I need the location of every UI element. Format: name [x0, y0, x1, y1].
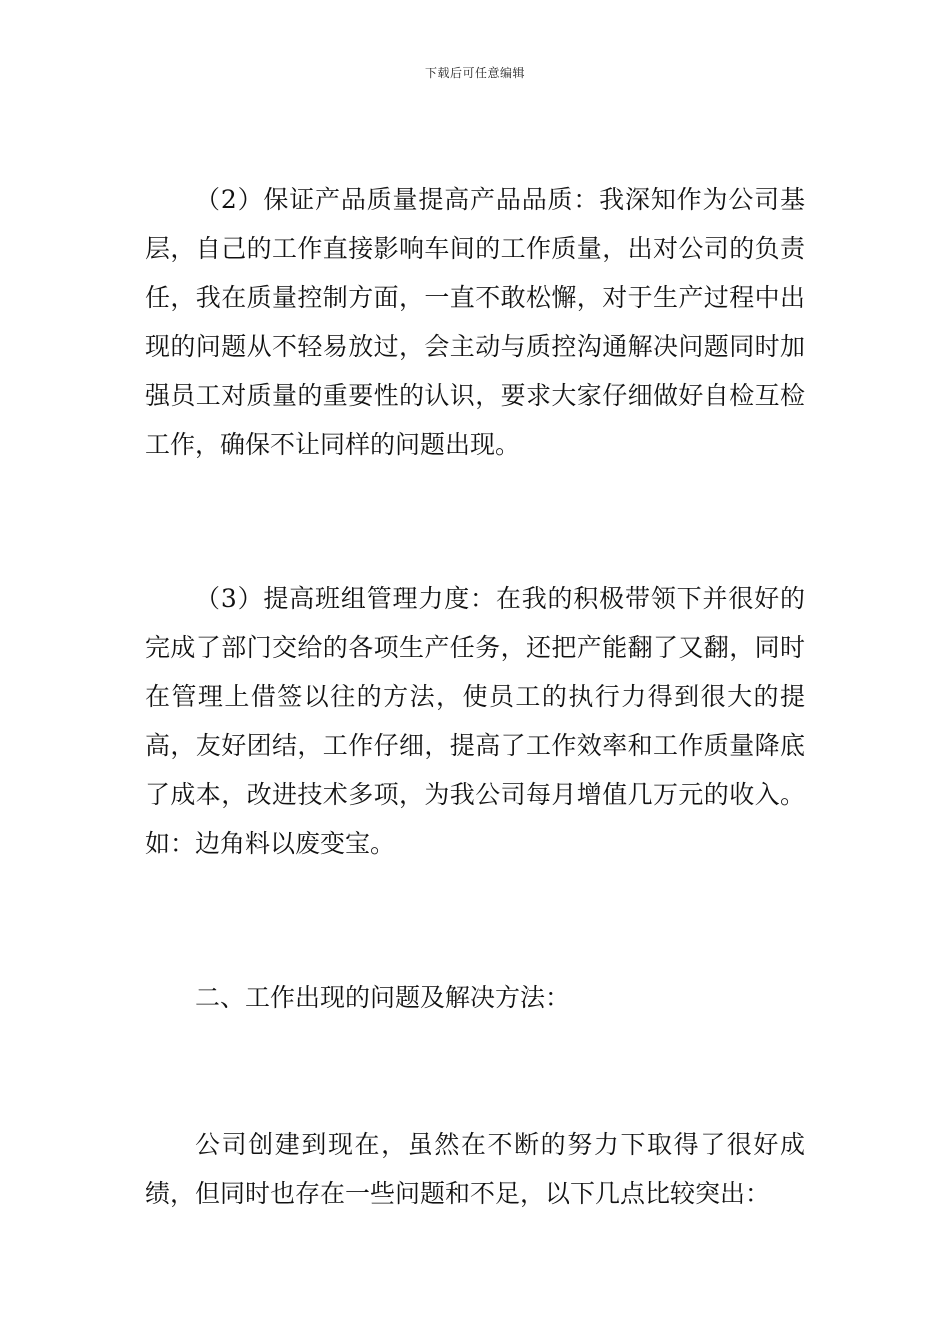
paragraph-quality: （2）保证产品质量提高产品品质：我深知作为公司基层，自己的工作直接影响车间的工作质量，出对公司的负责任，我在质量控制方面，一直不敢松懈，对于生产过程中出现的问题从不轻易放过，会主动与质控沟通解决问题同时加强员工对质量的重要性的认识，要求大家仔细做好自检互检工作，确保不让同样的问题出现。: [145, 185, 805, 459]
paragraph-problems-intro: 公司创建到现在，虽然在不断的努力下取得了很好成绩，但同时也存在一些问题和不足，以下几点比较突出：: [145, 1130, 805, 1208]
section-heading: 二、工作出现的问题及解决方法：: [195, 983, 571, 1012]
page-header-note: 下载后可任意编辑: [424, 66, 525, 80]
paragraph-team-management: （3）提高班组管理力度：在我的积极带领下并很好的完成了部门交给的各项生产任务，还把产能翻了又翻，同时在管理上借签以往的方法，使员工的执行力得到很大的提高，友好团结，工作仔细，提高了工作效率和工作质量降底了成本，改进技术多项，为我公司每月增值几万元的收入。如：边角料以废变宝。: [145, 584, 805, 858]
